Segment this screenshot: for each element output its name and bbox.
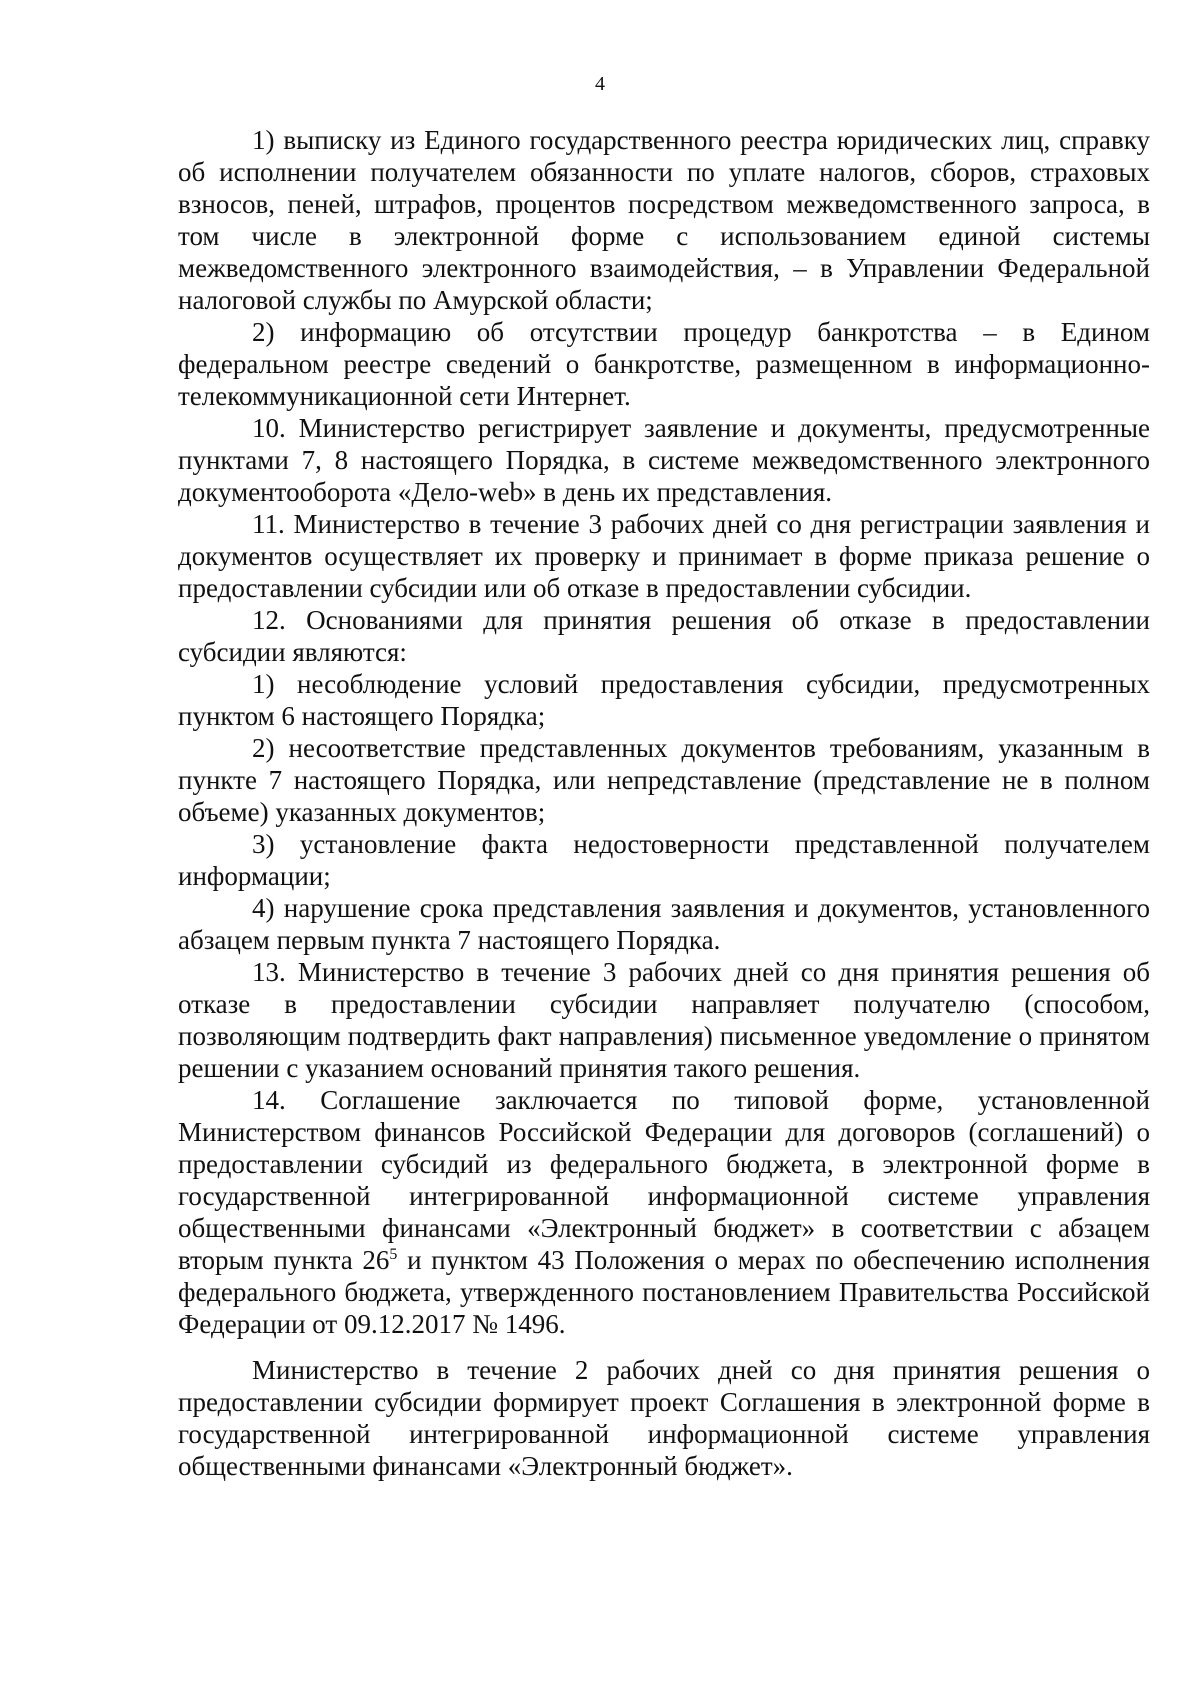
document-body xyxy=(178,124,1150,1482)
paragraph-12-item-4: 4) нарушение срока представления заявления и документов, установленного абзацем первым пункта 7 настоящего Порядка. xyxy=(178,893,1150,955)
page-number: 4 xyxy=(595,73,605,95)
paragraph-item-2: 2) информацию об отсутствии процедур банкротства – в Едином федеральном реестре сведений о банкротстве, размещенном в информационно-телекоммуникационной сети Интернет. xyxy=(178,317,1150,411)
superscript-5: 5 xyxy=(389,1246,398,1263)
paragraph-14-text-start: 14. Соглашение заключается по типовой форме, установленной Министерством финансов Российской Федерации для договоров (соглашений) о предоставлении субсидий из федерального бюджета, в электронной форме в государственной интегрированной информационной системе управления общественными финансами «Электронный бюджет» в соответствии с абзацем вторым пункта 26 xyxy=(178,1085,1150,1275)
paragraph-14 xyxy=(178,1084,1150,1340)
paragraph-12-item-2: 2) несоответствие представленных документов требованиям, указанным в пункте 7 настоящего Порядка, или непредставление (представление не в полном объеме) указанных документов; xyxy=(178,733,1150,827)
paragraph-14-text-end: и пунктом 43 Положения о мерах по обеспечению исполнения федерального бюджета, утвержденного постановлением Правительства Российской Федерации от 09.12.2017 № 1496. xyxy=(178,1245,1150,1339)
paragraph-final: Министерство в течение 2 рабочих дней со дня принятия решения о предоставлении субсидии формирует проект Соглашения в электронной форме в государственной интегрированной информационной системе управления общественными финансами «Электронный бюджет». xyxy=(178,1355,1150,1481)
paragraph-11: 11. Министерство в течение 3 рабочих дней со дня регистрации заявления и документов осуществляет их проверку и принимает в форме приказа решение о предоставлении субсидии или об отказе в предоставлении субсидии. xyxy=(178,509,1150,603)
paragraph-12-item-3: 3) установление факта недостоверности представленной получателем информации; xyxy=(178,829,1150,891)
paragraph-13: 13. Министерство в течение 3 рабочих дней со дня принятия решения об отказе в предоставлении субсидии направляет получателю (способом, позволяющим подтвердить факт направления) письменное уведомление о принятом решении с указанием оснований принятия такого решения. xyxy=(178,957,1150,1083)
paragraph-12: 12. Основаниями для принятия решения об отказе в предоставлении субсидии являются: xyxy=(178,605,1150,667)
paragraph-item-1: 1) выписку из Единого государственного реестра юридических лиц, справку об исполнении получателем обязанности по уплате налогов, сборов, страховых взносов, пеней, штрафов, процентов посредством межведомственного запроса, в том числе в электронной форме с использованием единой системы межведомственного электронного взаимодействия, – в Управлении Федеральной налоговой службы по Амурской области; xyxy=(178,125,1150,315)
paragraph-10: 10. Министерство регистрирует заявление и документы, предусмотренные пунктами 7, 8 настоящего Порядка, в системе межведомственного электронного документооборота «Дело-web» в день их представления. xyxy=(178,413,1150,507)
paragraph-12-item-1: 1) несоблюдение условий предоставления субсидии, предусмотренных пунктом 6 настоящего Порядка; xyxy=(178,669,1150,731)
